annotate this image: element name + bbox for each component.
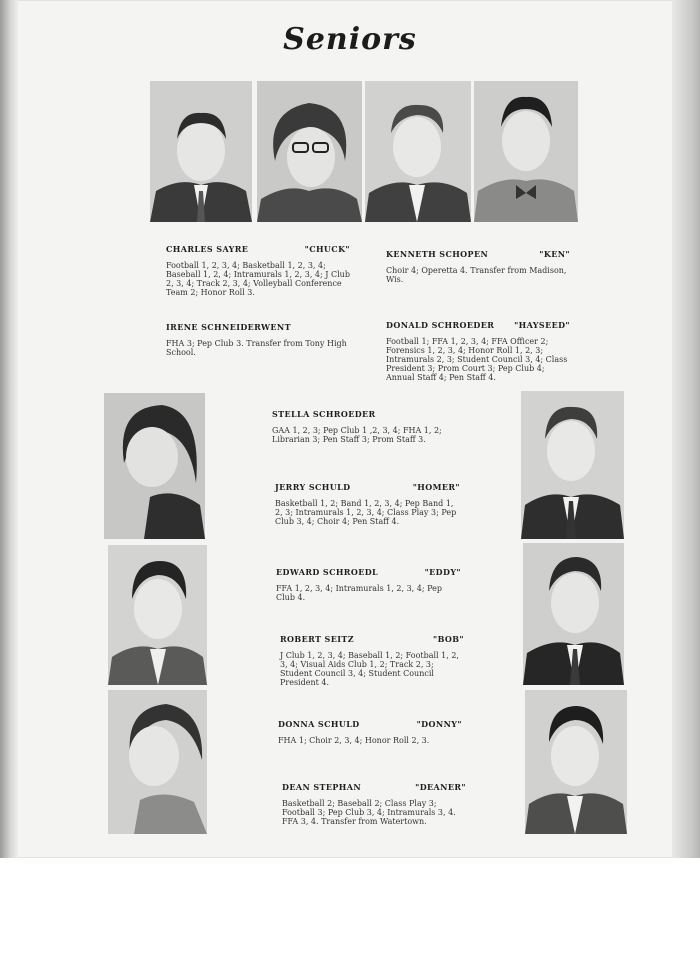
student-name: STELLA SCHROEDER: [272, 409, 376, 419]
student-activities: Choir 4; Operetta 4. Transfer from Madison, Wis.: [386, 266, 567, 284]
student-nickname: "DONNY": [416, 719, 462, 729]
student-name: ROBERT SEITZ: [280, 634, 354, 644]
student-nickname: "HAYSEED": [514, 320, 570, 330]
student-activities: FHA 3; Pep Club 3. Transfer from Tony High School.: [166, 339, 347, 357]
portrait-photo: [521, 391, 624, 539]
page-edge: [672, 0, 700, 858]
portrait-photo: [108, 690, 207, 834]
student-name: DEAN STEPHAN: [282, 782, 362, 792]
portrait-photo: [108, 545, 207, 685]
student-name: CHARLES SAYRE: [166, 244, 249, 254]
portrait-photo: [365, 81, 471, 222]
student-entry: [276, 567, 461, 602]
student-entry: [386, 320, 570, 382]
student-name: EDWARD SCHROEDL: [276, 567, 379, 577]
student-name: DONNA SCHULD: [278, 719, 360, 729]
student-activities: Basketball 1, 2; Band 1, 2, 3, 4; Pep Band 1, 2, 3; Intramurals 1, 2, 3, 4; Class Play 3; Pep Club 3, 4; Choir 4; Pen Staff 4.: [275, 499, 457, 526]
student-entry: [282, 782, 466, 826]
student-entry: [272, 409, 458, 444]
student-name: JERRY SCHULD: [275, 482, 351, 492]
student-entry: [166, 322, 350, 357]
student-entry: [278, 719, 462, 745]
student-activities: Football 1; FFA 1, 2, 3, 4; FFA Officer 2; Forensics 1, 2, 3, 4; Honor Roll 1, 2, 3; Intramurals 2, 3; Student Council 3, 4; Class President 3; Prom Court 3; Pep Club 4; Annual Staff 4; Pen Staff 4.: [386, 337, 568, 382]
student-name: IRENE SCHNEIDERWENT: [166, 322, 291, 332]
student-nickname: "BOB": [433, 634, 464, 644]
student-nickname: "CHUCK": [304, 244, 350, 254]
portrait-photo: [150, 81, 252, 222]
student-entry: [275, 482, 460, 526]
student-entry: [386, 249, 570, 284]
student-name: KENNETH SCHOPEN: [386, 249, 489, 259]
student-activities: FHA 1; Choir 2, 3, 4; Honor Roll 2, 3.: [278, 736, 430, 745]
page-binding: [0, 0, 18, 858]
student-activities: Football 1, 2, 3, 4; Basketball 1, 2, 3, 4; Baseball 1, 2, 4; Intramurals 1, 2, 3, 4; J Club 2, 3, 4; Track 2, 3, 4; Volleyball Conference Team 2; Honor Roll 3.: [166, 261, 350, 297]
student-nickname: "HOMER": [412, 482, 460, 492]
student-nickname: "DEANER": [415, 782, 466, 792]
portrait-photo: [525, 690, 627, 834]
student-nickname: "EDDY": [424, 567, 461, 577]
portrait-photo: [474, 81, 578, 222]
student-activities: J Club 1, 2, 3, 4; Baseball 1, 2; Football 1, 2, 3, 4; Visual Aids Club 1, 2; Track 2, 3; Student Council 3, 4; Student Council President 4.: [280, 651, 459, 687]
student-activities: FFA 1, 2, 3, 4; Intramurals 1, 2, 3, 4; Pep Club 4.: [276, 584, 442, 602]
student-entry: [166, 244, 350, 297]
portrait-photo: [523, 543, 624, 685]
student-name: DONALD SCHROEDER: [386, 320, 495, 330]
portrait-photo: [104, 393, 205, 539]
student-activities: Basketball 2; Baseball 2; Class Play 3; Football 3; Pep Club 3, 4; Intramurals 3, 4. FFA 3, 4. Transfer from Watertown.: [282, 799, 456, 826]
student-entry: [280, 634, 464, 687]
page-title: Seniors: [283, 22, 417, 57]
portrait-photo: [257, 81, 362, 222]
student-nickname: "KEN": [539, 249, 570, 259]
student-activities: GAA 1, 2, 3; Pep Club 1 ,2, 3, 4; FHA 1, 2; Librarian 3; Pen Staff 3; Prom Staff 3.: [272, 426, 442, 444]
